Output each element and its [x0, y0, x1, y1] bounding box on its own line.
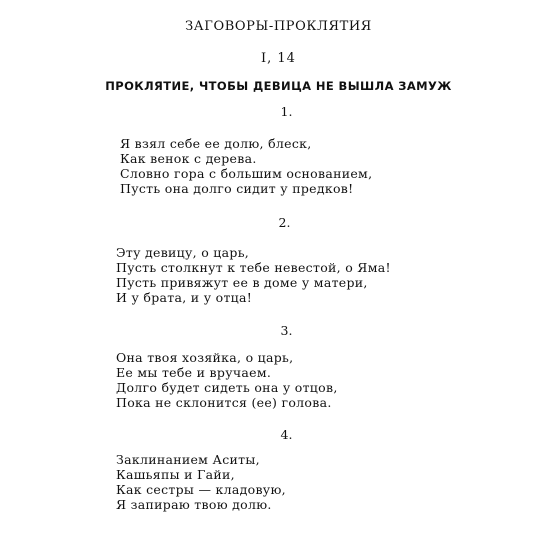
- stanza-3: [116, 350, 338, 410]
- stanza-line: Эту девицу, о царь,: [116, 245, 250, 260]
- stanza-4: [116, 452, 286, 512]
- stanza-line: Она твоя хозяйка, о царь,: [116, 350, 294, 365]
- stanza-line: Как сестры — кладовую,: [116, 482, 286, 497]
- stanza-number-1: 1.: [280, 104, 293, 119]
- stanza-line: Ее мы тебе и вручаем.: [116, 365, 272, 380]
- stanza-line: Я запираю твою долю.: [116, 497, 272, 512]
- hymn-number: I, 14: [261, 51, 296, 66]
- stanza-number-3: 3.: [280, 323, 293, 338]
- stanza-line: Как венок с дерева.: [120, 151, 257, 166]
- stanza-2: [116, 245, 391, 305]
- stanza-line: Долго будет сидеть она у отцов,: [116, 380, 338, 395]
- stanza-number-4: 4.: [280, 427, 293, 442]
- stanza-line: Словно гора с большим основанием,: [120, 166, 373, 181]
- stanza-line: Пусть она долго сидит у предков!: [120, 181, 354, 196]
- hymn-subtitle: ПРОКЛЯТИЕ, ЧТОБЫ ДЕВИЦА НЕ ВЫШЛА ЗАМУЖ: [105, 79, 452, 93]
- stanza-line: Пока не склонится (ее) голова.: [116, 395, 332, 410]
- stanza-line: И у брата, и у отца!: [116, 290, 253, 305]
- stanza-line: Пусть столкнут к тебе невестой, о Яма!: [116, 260, 391, 275]
- stanza-line: Кашьяпы и Гайи,: [116, 467, 235, 482]
- stanza-number-2: 2.: [278, 215, 291, 230]
- stanza-line: Пусть привяжут ее в доме у матери,: [116, 275, 368, 290]
- stanza-1: [120, 136, 372, 196]
- stanza-line: Заклинанием Аситы,: [116, 452, 260, 467]
- document-title: ЗАГОВОРЫ-ПРОКЛЯТИЯ: [185, 19, 372, 34]
- stanza-line: Я взял себе ее долю, блеск,: [120, 136, 312, 151]
